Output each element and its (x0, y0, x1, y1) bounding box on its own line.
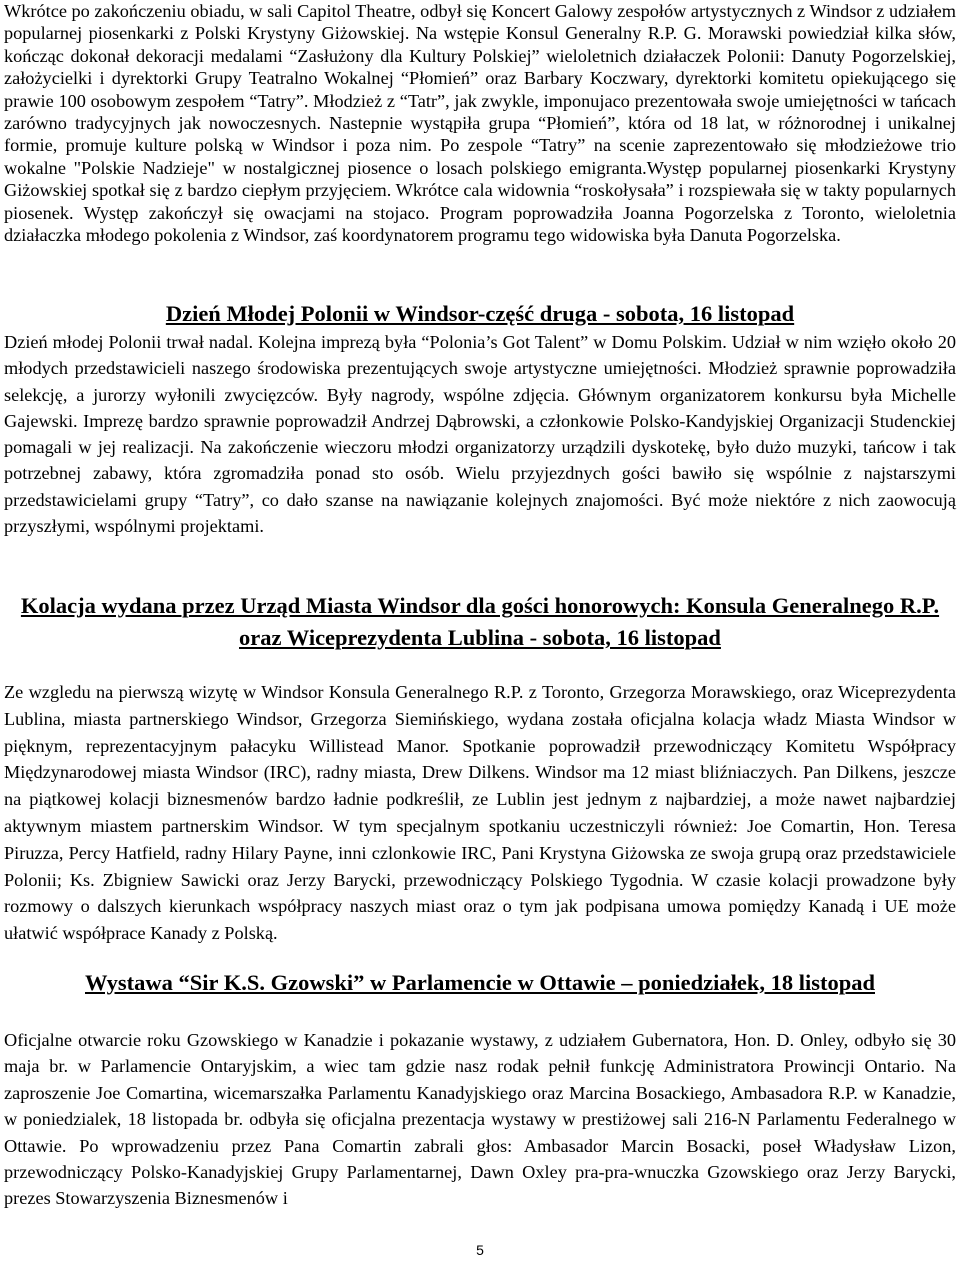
heading-gzowski-exhibition: Wystawa “Sir K.S. Gzowski” w Parlamencie w Ottawie – poniedziałek, 18 listopad (85, 970, 875, 995)
paragraph-gala-concert: Wkrótce po zakończeniu obiadu, w sali Capitol Theatre, odbył się Koncert Galowy zespołów artystycznych z Windsor z udziałem popularnej piosenkarki z Polski Krystyny Giżowskiej. Na wstępie Konsul Generalny R.P. G. Morawski powiedział kilka słów, kończąc dokonał dekoracji medalami “Zasłużony dla Kultury Polskiej” wieloletnich działaczek Polonii: Danuty Pogorzelskiej, założycielki i dyrektorki Grupy Teatralno Wokalnej “Płomień” oraz Barbary Koczwary, dyrektorki komitetu opiekującego się prawie 100 osobowym zespołem “Tatry”. Młodzież z “Tatr”, jak zwykle, imponujaco prezentowała swoje umiejętności w tańcach zarówno tradycyjnych jak nowoczesnych. Nastepnie wystąpiła grupa “Płomień”, która od 18 lat, w różnorodnej i unikalnej formie, promuje kulture polską w Windsor i poza nim. Po zespole “Tatry” na scenie zaprezentowało się młodzieżowe trio wokalne "Polskie Nadzieje" w nostalgicznej piosence o losach polskiego emigranta.Występ popularnej piosenkarki Krystyny Giżowskiej spotkał się z bardzo ciepłym przyjęciem. Wkrótce cala widownia “roskołysała” i rozspiewała się w takty popularnych piosenek. Występ zakończył się owacjami na stojaco. Program poprowadziła Joanna Pogorzelska z Toronto, wieloletnia działaczka młodego pokolenia z Windsor, zaś koordynatorem programu tego widowiska była Danuta Pogorzelska. (4, 1, 956, 246)
heading-youth-day: Dzień Młodej Polonii w Windsor-część druga - sobota, 16 listopad (165, 301, 795, 326)
paragraph-gzowski-exhibition: Oficjalne otwarcie roku Gzowskiego w Kanadzie i pokazanie wystawy, z udziałem Gubernatora, Hon. D. Onley, odbyło się 30 maja br. w Parlamencie Ontaryjskim, a wiec tam gdzie nasz rodak pełnił funkcję Administratora Prowincji Ontario. Na zaproszenie Joe Comartina, wicemarszałka Parlamentu Kanadyjskiego oraz Marcina Bosackiego, Ambasadora R.P. w Kanadzie, w poniedzialek, 18 listopada br. odbyła się oficjalna prezentacja wystawy w prestiżowej sali 216-N Parlamentu Federalnego w Ottawie. Po wprowadzeniu przez Pana Comartin zabrali głos: Ambasador Marcin Bosacki, poseł Władysław Lizon, przewodniczący Polsko-Kanadyjskiej Grupy Parlamentarnej, Dawn Oxley pra-pra-wnuczka Gzowskiego oraz Jerzy Barycki, prezes Stowarzyszenia Biznesmenów i (4, 1030, 956, 1209)
paragraph-polonia-got-talent: Dzień młodej Polonii trwał nadal. Kolejna imprezą była “Polonia’s Got Talent” w Domu Polskim. Udział w nim wzięło około 20 młodych przedstawicieli naszego środowiska prezentujących swoje artystyczne umiejętności. Młodzież sprawnie poprowadziła selekcję, a jurorzy wyłonili zwycięzców. Były nagrody, wspólne zdjęcia. Głównym organizatorem konkursu była Michelle Gajewski. Imprezę bardzo sprawnie poprowadził Andrzej Dąbrowski, a członkowie Polsko-Kandyjskiej Organizacji Studenckiej pomagali w jej realizacji. Na zakończenie wieczoru młodzi organizatorzy urządzili dyskotekę, było dużo muzyki, tańcow i tak potrzebnej zabawy, która zgromadziła ponad sto osób. Wielu przyjezdnych gości bawiło się wspólnie z najstarszymi przedstawicielami grupy “Tatry”, co dało szanse na nawiązanie kolejnych znajomości. Być może niektóre z nich zaowocują przyszłymi, wspólnymi projektami. (4, 332, 956, 537)
page-number: 5 (476, 1242, 484, 1258)
heading-city-dinner: Kolacja wydana przez Urząd Miasta Windsor dla gości honorowych: Konsula Generalnego R.P. oraz Wiceprezydenta Lublina - sobota, 16 listopad (20, 593, 940, 650)
paragraph-city-dinner: Ze wzgledu na pierwszą wizytę w Windsor Konsula Generalnego R.P. z Toronto, Grzegorza Morawskiego, oraz Wiceprezydenta Lublina, miasta partnerskiego Windsor, Grzegorza Siemińskiego, wydana została oficjalna kolacja władz Miasta Windsor w pięknym, reprezentacyjnym pałacyku Willistead Manor. Spotkanie poprowadził przewodniczący Komitetu Współpracy Międzynarodowej miasta Windsor (IRC), radny miasta, Drew Dilkens. Windsor ma 12 miast bliźniaczych. Pan Dilkens, jeszcze na piątkowej kolacji biznesmenów bardzo ładnie podkreślił, ze Lublin jest jednym z najbardziej, a może nawet najbardziej aktywnym miastem partnerskim Windsor. W tym specjalnym spotkaniu uczestniczyli również: Joe Comartin, Hon. Teresa Piruzza, Percy Hatfield, radny Hilary Payne, inni czlonkowie IRC, Pani Krystyna Giżowska ze swoja grupą oraz przedstawiciele Polonii; Ks. Zbigniew Sawicki oraz Jerzy Barycki, przewodniczący Polskiego Tygodnia. W czasie kolacji prowadzone były rozmowy o dalszych kierunkach współpracy naszych miast oraz o tym jak podpisana umowa pomiędzy Kanadą i UE może ułatwić współprace Kanady z Polską. (4, 682, 956, 944)
